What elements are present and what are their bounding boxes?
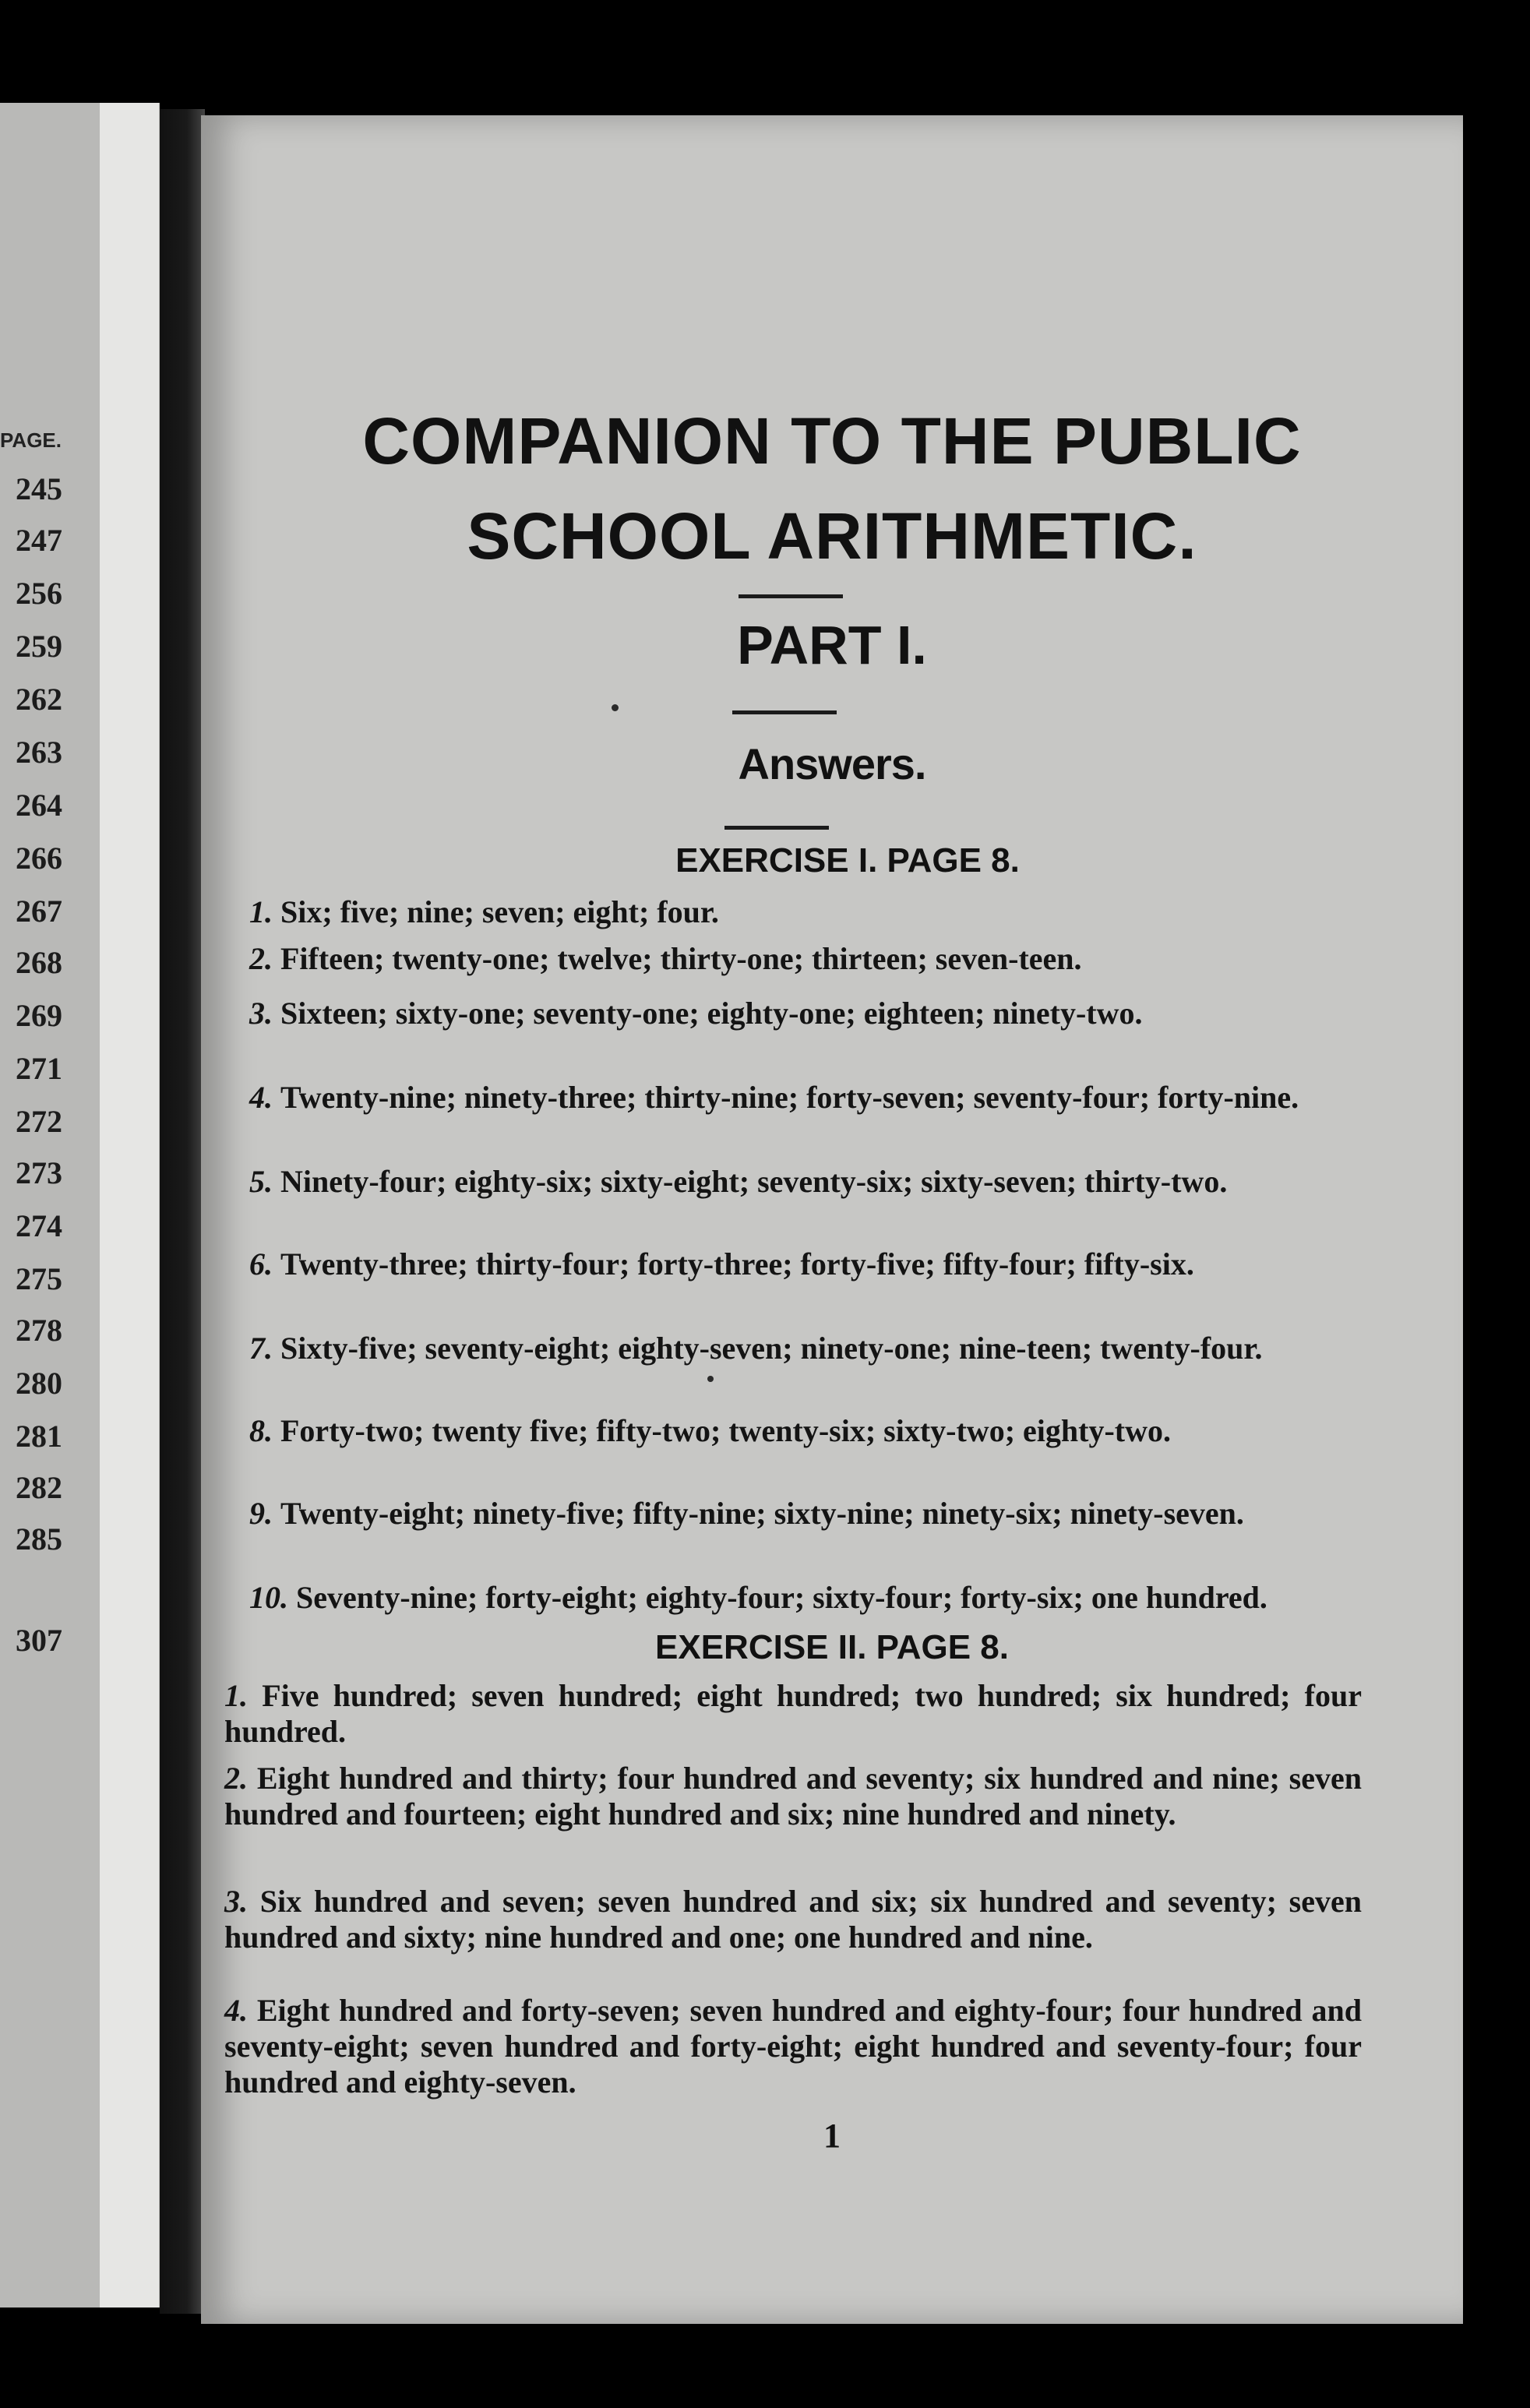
left-page-number: 271 (16, 1051, 62, 1086)
exercise-1-heading: EXERCISE I. PAGE 8. (675, 841, 1020, 880)
answer-number: 10. (249, 1580, 296, 1615)
answer-text: Six; five; nine; seven; eight; four. (280, 894, 719, 929)
left-page-number: 262 (16, 682, 62, 717)
print-speck (707, 1376, 714, 1382)
left-page-number: 247 (16, 523, 62, 558)
answer-text: Sixteen; sixty-one; seventy-one; eighty-one; eighteen; ninety-two. (280, 996, 1143, 1031)
answer-number: 8. (249, 1413, 280, 1448)
answer-text: Twenty-nine; ninety-three; thirty-nine; forty-seven; seventy-four; forty-nine. (280, 1080, 1299, 1115)
left-page-number: 266 (16, 841, 62, 876)
answer-text: Five hundred; seven hundred; eight hundred; two hundred; six hundred; four hundred. (224, 1678, 1362, 1749)
left-page-number: 273 (16, 1155, 62, 1190)
answer-item (232, 1413, 1387, 1449)
left-page-number: 264 (16, 788, 62, 823)
book-title-line-1: COMPANION TO THE PUBLIC (362, 404, 1302, 478)
left-page-number: 274 (16, 1208, 62, 1243)
answer-text: Eight hundred and thirty; four hundred and seventy; six hundred and nine; seven hundred and fourteen; eight hundred and six; nine hundred and ninety. (224, 1761, 1363, 1832)
answer-item (232, 1580, 1387, 1616)
left-page-number: 282 (16, 1470, 62, 1505)
answer-text: Ninety-four; eighty-six; sixty-eight; seventy-six; sixty-seven; thirty-two. (280, 1164, 1228, 1199)
answer-number: 1. (249, 894, 280, 929)
answers-heading: Answers. (738, 739, 926, 788)
answer-item (224, 1884, 1362, 1955)
answer-item (232, 996, 1387, 1031)
left-page-number: 269 (16, 998, 62, 1033)
left-page-number: 259 (16, 629, 62, 664)
print-speck (612, 704, 619, 711)
left-page-number: 267 (16, 894, 62, 929)
answer-item (232, 1331, 1387, 1366)
left-page-fragment (0, 103, 160, 2308)
answer-item (232, 1164, 1387, 1200)
part-divider (732, 710, 837, 714)
left-page-number: 285 (16, 1521, 62, 1557)
left-page-number: 278 (16, 1313, 62, 1348)
answer-number: 9. (249, 1496, 280, 1531)
book-gutter (160, 109, 205, 2314)
answer-number: 2. (249, 941, 280, 976)
answer-text: Sixty-five; seventy-eight; eighty-seven; ninety-one; nine-teen; twenty-four. (280, 1331, 1263, 1366)
answer-text: Twenty-three; thirty-four; forty-three; forty-five; fifty-four; fifty-six. (280, 1246, 1194, 1282)
answer-item (232, 1496, 1387, 1532)
answer-item (224, 1993, 1362, 2100)
answers-divider (724, 826, 829, 830)
answer-text: Six hundred and seven; seven hundred and six; six hundred and seventy; seven hundred and sixty; nine hundred and one; one hundred and nine. (224, 1884, 1363, 1955)
answer-number: 7. (249, 1331, 280, 1366)
answer-item (224, 1761, 1362, 1832)
left-page-number: 272 (16, 1104, 62, 1139)
left-page-number: 275 (16, 1261, 62, 1296)
answer-item (224, 1678, 1362, 1750)
answer-item (232, 894, 1387, 930)
answer-item (232, 941, 1387, 977)
answer-text: Fifteen; twenty-one; twelve; thirty-one; thirteen; seven-teen. (280, 941, 1082, 976)
answer-number: 6. (249, 1246, 280, 1282)
left-page-heading: PAGE. (0, 428, 62, 452)
answer-text: Forty-two; twenty five; fifty-two; twenty-six; sixty-two; eighty-two. (280, 1413, 1171, 1448)
answer-number: 1. (224, 1678, 263, 1713)
part-heading: PART I. (737, 615, 927, 675)
left-page-number: 263 (16, 735, 62, 770)
page-number: 1 (823, 2117, 841, 2155)
answer-number: 3. (224, 1884, 260, 1919)
answer-text: Twenty-eight; ninety-five; fifty-nine; sixty-nine; ninety-six; ninety-seven. (280, 1496, 1244, 1531)
answer-text: Eight hundred and forty-seven; seven hundred and eighty-four; four hundred and seventy-eight; seven hundred and forty-eight; eight hundred and seventy-four; four hundred and eighty-seven. (224, 1993, 1362, 2100)
book-title-line-2: SCHOOL ARITHMETIC. (467, 499, 1197, 573)
left-page-number: 307 (16, 1623, 62, 1658)
book-page (201, 115, 1463, 2324)
left-page-number: 268 (16, 945, 62, 980)
left-page-number: 256 (16, 576, 62, 611)
exercise-2-heading: EXERCISE II. PAGE 8. (655, 1628, 1009, 1666)
answer-item (232, 1080, 1387, 1116)
left-page-edge (100, 103, 159, 2308)
answer-number: 4. (224, 1993, 257, 2028)
answer-number: 3. (249, 996, 280, 1031)
answer-number: 4. (249, 1080, 280, 1115)
title-divider (739, 594, 843, 598)
answer-number: 2. (224, 1761, 257, 1796)
answer-number: 5. (249, 1164, 280, 1199)
left-page-number: 280 (16, 1366, 62, 1401)
left-page-number: 281 (16, 1419, 62, 1454)
answer-item (232, 1246, 1387, 1282)
answer-text: Seventy-nine; forty-eight; eighty-four; sixty-four; forty-six; one hundred. (296, 1580, 1267, 1615)
left-page-number: 245 (16, 471, 62, 506)
